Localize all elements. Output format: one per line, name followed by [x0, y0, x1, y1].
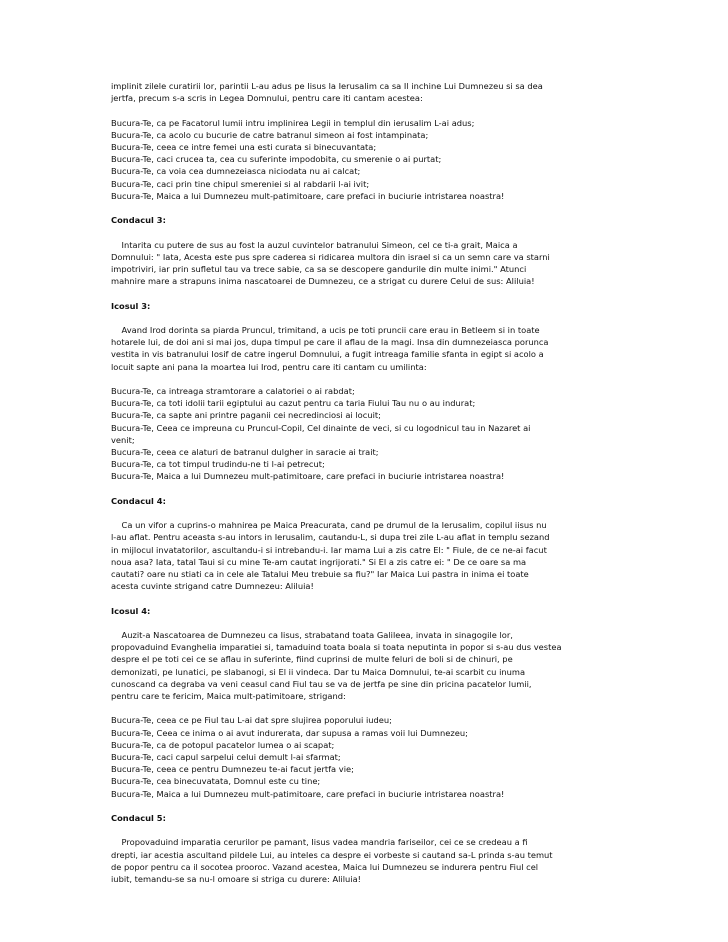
text-line: Bucura-Te, ca voia cea dumnezeiasca niciodata nu ai calcat;: [111, 166, 361, 177]
section-heading: Condacul 3:: [111, 215, 166, 226]
text-line: noua asa? Iata, tatal Taui si cu mine Te-am cautat ingrijorati." Si El a zis catre ei: " De ce oare sa ma: [111, 556, 527, 567]
text-line: Bucura-Te, Maica a lui Dumnezeu mult-patimitoare, care prefaci in buciurie intristarea noastra!: [111, 190, 505, 201]
text-line: Bucura-Te, caci prin tine chipul smereniei si al rabdarii l-ai ivit;: [111, 178, 370, 189]
text-paragraph: [111, 239, 631, 288]
text-line: cunoscand ca degraba va veni ceasul cand Fiul tau se va de jertfa pe sine din pricina pacatelor lumii,: [111, 678, 532, 689]
text-line: Bucura-Te, caci crucea ta, cea cu suferinte impodobita, cu smerenie o ai purtat;: [111, 154, 442, 165]
text-line: pentru care te fericim, Maica mult-patimitoare, strigand:: [111, 691, 346, 701]
text-line: Auzit-a Nascatoarea de Dumnezeu ca Iisus, strabatand toata Galileea, invata in sinagogile lor,: [111, 629, 513, 640]
section-heading: Condacul 4:: [111, 495, 166, 506]
text-paragraph: [111, 80, 631, 104]
text-line: Bucura-Te, ca toti idolii tarii egiptului au cazut pentru ca taria Fiului Tau nu o au indurat;: [111, 398, 476, 409]
document-page: [111, 80, 631, 897]
text-line: Bucura-Te, cea binecuvatata, Domnul este cu tine;: [111, 776, 321, 787]
text-line: iubit, temandu-se sa nu-l omoare si striga cu durere: Aliluia!: [111, 874, 362, 884]
text-line: impotriviri, iar prin sufletul tau va trece sabie, ca sa se descopere gandurile din multe inimi." Atunci: [111, 264, 527, 274]
text-line: Bucura-Te, ca pe Facatorul lumii intru implinirea Legii in templul din ierusalim L-ai adus;: [111, 117, 475, 128]
section-heading: Icosul 3:: [111, 300, 151, 311]
text-line: jertfa, precum s-a scris in Legea Domnului, pentru care iti cantam acestea:: [111, 93, 423, 104]
text-line: Bucura-Te, ceea ce pe Fiul tau L-ai dat spre slujirea poporului iudeu;: [111, 715, 392, 726]
text-line: mahnire mare a strapuns inima nascatoarei de Dumnezeu, ce a strigat cu durere Celui de sus: Aliluia!: [111, 276, 535, 287]
text-paragraph: [111, 519, 631, 592]
text-paragraph: [111, 324, 631, 373]
text-line: Avand Irod dorinta sa piarda Pruncul, trimitand, a ucis pe toti pruncii care erau in Betleem si in toate: [111, 324, 540, 335]
text-line: Bucura-Te, Ceea ce inima o ai avut indurerata, dar supusa a ramas voii lui Dumnezeu;: [111, 727, 468, 738]
text-line: Propovaduind imparatia cerurilor pe pamant, Iisus vadea mandria fariseilor, cei ce se credeau a fi: [111, 837, 528, 848]
section-heading: Icosul 4:: [111, 605, 151, 616]
text-line: l-au aflat. Pentru aceasta s-au intors in Ierusalim, cautandu-L, si dupa trei zile L-au aflat in templu sezand: [111, 532, 550, 543]
text-paragraph: [111, 385, 631, 483]
text-line: Ca un vifor a cuprins-o mahnirea pe Maica Preacurata, cand pe drumul de la Ierusalim, copilul iisus nu: [111, 520, 547, 531]
section-heading: Condacul 5:: [111, 813, 166, 823]
text-line: acesta cuvinte strigand catre Dumnezeu: Aliluia!: [111, 581, 314, 592]
text-line: vestita in vis batranului Iosif de catre ingerul Domnului, a fugit intreaga familie sfanta in egipt si acolo a: [111, 349, 544, 360]
text-line: Intarita cu putere de sus au fost la auzul cuvintelor batranului Simeon, cel ce ti-a grait, Maica a: [111, 239, 518, 250]
text-line: Bucura-Te, Maica a lui Dumnezeu mult-patimitoare, care prefaci in buciurie intristarea noastra!: [111, 788, 505, 799]
text-line: hotarele lui, de doi ani si mai jos, dupa timpul pe care il aflau de la magi. Insa din dumnezeiasca porunca: [111, 337, 549, 348]
text-line: Bucura-Te, ca de potopul pacatelor lumea o ai scapat;: [111, 739, 335, 750]
text-line: cautati? oare nu stiati ca in cele ale Tatalui Meu trebuie sa fiu?" Iar Maica Lui pastra in inima ei toate: [111, 569, 529, 579]
text-line: Bucura-Te, Ceea ce impreuna cu Pruncul-Copil, Cel dinainte de veci, si cu logodnicul tau in Nazaret ai: [111, 422, 531, 433]
text-paragraph: [111, 117, 631, 202]
text-line: implinit zilele curatirii lor, parintii L-au adus pe Iisus la Ierusalim ca sa Il inchine Lui Dumnezeu si sa dea: [111, 81, 543, 91]
text-line: Bucura-Te, Maica a lui Dumnezeu mult-patimitoare, care prefaci in buciurie intristarea noastra!: [111, 471, 505, 482]
text-line: Bucura-Te, ca acolo cu bucurie de catre batranul simeon ai fost intampinata;: [111, 129, 429, 140]
text-line: propovaduind Evanghelia imparatiei si, tamaduind toata boala si toata neputinta in popor si s-au dus vestea: [111, 642, 562, 653]
text-line: locuit sapte ani pana la moartea lui Irod, pentru care iti cantam cu umilinta:: [111, 361, 427, 372]
text-line: despre el pe toti cei ce se aflau in suferinte, fiind cuprinsi de multe feluri de boli si de chinuri, pe: [111, 654, 513, 665]
text-line: venit;: [111, 434, 135, 445]
text-line: Bucura-Te, caci capul sarpelui celui demult l-ai sfarmat;: [111, 752, 341, 762]
text-line: demonizati, pe lunatici, pe slabanogi, si El ii vindeca. Dar tu Maica Domnului, te-ai scarbit cu inuma: [111, 666, 526, 677]
text-line: de popor pentru ca il socotea prooroc. Vazand acestea, Maica lui Dumnezeu se indurera pentru Fiul cel: [111, 861, 539, 872]
text-line: Bucura-Te, ca intreaga stramtorare a calatoriei o ai rabdat;: [111, 385, 355, 396]
text-line: drepti, iar acestia ascultand pildele Lui, au inteles ca despre ei vorbeste si cautand sa-L prinda s-au temut: [111, 849, 553, 860]
text-line: in mijlocul invatatorilor, ascultandu-i si intrebandu-i. Iar mama Lui a zis catre El: " Fiule, de ce ne-ai facut: [111, 544, 547, 555]
text-line: Bucura-Te, ceea ce alaturi de batranul dulgher in saracie ai trait;: [111, 447, 379, 457]
text-paragraph: [111, 714, 631, 799]
text-line: Bucura-Te, ca tot timpul trudindu-ne ti l-ai petrecut;: [111, 459, 325, 470]
text-paragraph: [111, 836, 631, 885]
text-line: Bucura-Te, ca sapte ani printre paganii cei necredinciosi ai locuit;: [111, 410, 381, 421]
text-line: Bucura-Te, ceea ce intre femei una esti curata si binecuvantata;: [111, 142, 377, 152]
text-paragraph: [111, 629, 631, 702]
text-line: Domnului: " Iata, Acesta este pus spre caderea si ridicarea multora din israel si ca un semn care va starni: [111, 251, 550, 262]
text-line: Bucura-Te, ceea ce pentru Dumnezeu te-ai facut jertfa vie;: [111, 764, 354, 775]
